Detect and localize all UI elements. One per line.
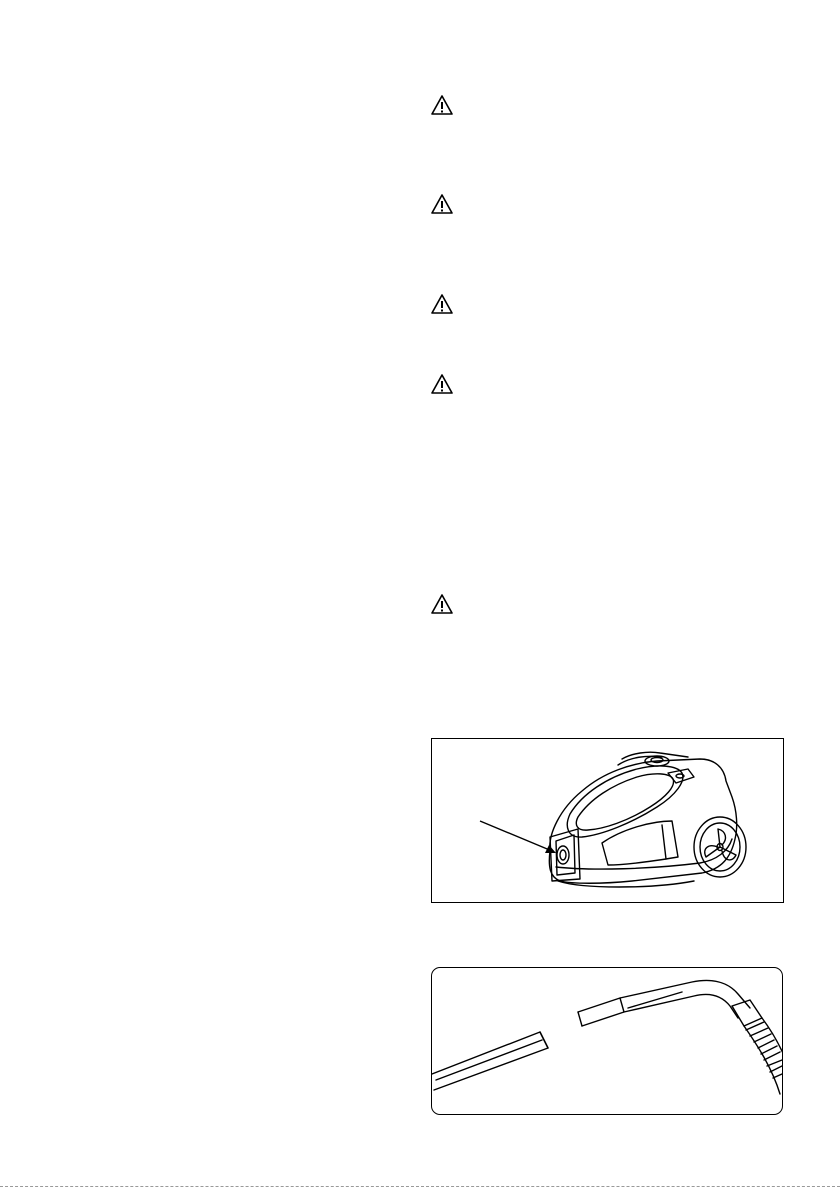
warning-triangle-icon [430, 373, 454, 395]
page-bottom-rule [0, 1186, 840, 1187]
warning-triangle-icon [430, 593, 454, 615]
warning-triangle-icon [430, 193, 454, 215]
tube-and-hose-illustration [432, 968, 782, 1114]
vacuum-cleaner-figure [431, 738, 784, 903]
warning-triangle-icon [430, 293, 454, 315]
tube-and-hose-figure [431, 967, 783, 1115]
warning-triangle-icon [430, 94, 454, 116]
vacuum-cleaner-illustration [432, 739, 783, 902]
